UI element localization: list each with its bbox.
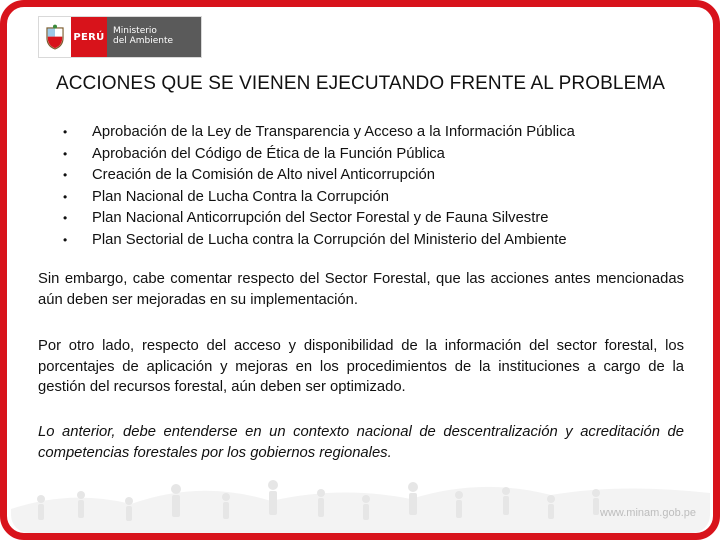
list-item-text: Plan Nacional Anticorrupción del Sector Forestal y de Fauna Silvestre <box>92 210 549 227</box>
list-item-text: Plan Sectorial de Lucha contra la Corrupción del Ministerio del Ambiente <box>92 231 567 248</box>
list-item <box>63 165 663 187</box>
logo-country: PERÚ <box>71 17 107 57</box>
list-item-text: Aprobación del Código de Ética de la Función Pública <box>92 145 445 162</box>
list-item-text: Creación de la Comisión de Alto nivel Anticorrupción <box>92 167 435 184</box>
list-item <box>63 122 663 144</box>
action-list <box>63 122 663 252</box>
paragraph-decentralization: Lo anterior, debe entenderse en un contexto nacional de descentralización y acreditación de competencias forestales por los gobiernos regionales. <box>38 424 684 461</box>
bullet-icon: • <box>63 189 68 204</box>
slide <box>11 9 710 533</box>
people-watermark-illustration <box>11 449 710 533</box>
paragraph-forestal-sector: Sin embargo, cabe comentar respecto del Sector Forestal, que las acciones antes mencionadas aún deben ser mejoradas en su implementación. <box>38 271 684 308</box>
ministry-logo <box>39 17 201 57</box>
bullet-icon: • <box>63 211 68 226</box>
list-item <box>63 144 663 166</box>
bullet-icon: • <box>63 232 68 247</box>
logo-ministry-name <box>107 17 201 57</box>
logo-ministry-line1: Ministerio <box>113 26 157 36</box>
website-url: www.minam.gob.pe <box>600 507 696 519</box>
bullet-icon: • <box>63 146 68 161</box>
list-item-text: Aprobación de la Ley de Transparencia y Acceso a la Información Pública <box>92 124 575 140</box>
logo-ministry-line2: del Ambiente <box>113 36 174 46</box>
coat-of-arms-icon <box>39 17 71 57</box>
list-item-text: Plan Nacional de Lucha Contra la Corrupción <box>92 188 389 205</box>
bullet-icon: • <box>63 168 68 183</box>
slide-title: ACCIONES QUE SE VIENEN EJECUTANDO FRENTE AL PROBLEMA <box>55 73 666 94</box>
list-item <box>63 208 663 230</box>
bullet-icon: • <box>63 125 68 139</box>
paragraph-information-access: Por otro lado, respecto del acceso y disponibilidad de la información del sector forestal, los porcentajes de aplicación y mejoras en los procedimientos de la instituciones a cargo de la gestión del recursos forestal, aún deben ser optimizado. <box>38 338 684 395</box>
list-item <box>63 187 663 209</box>
list-item <box>63 230 663 252</box>
